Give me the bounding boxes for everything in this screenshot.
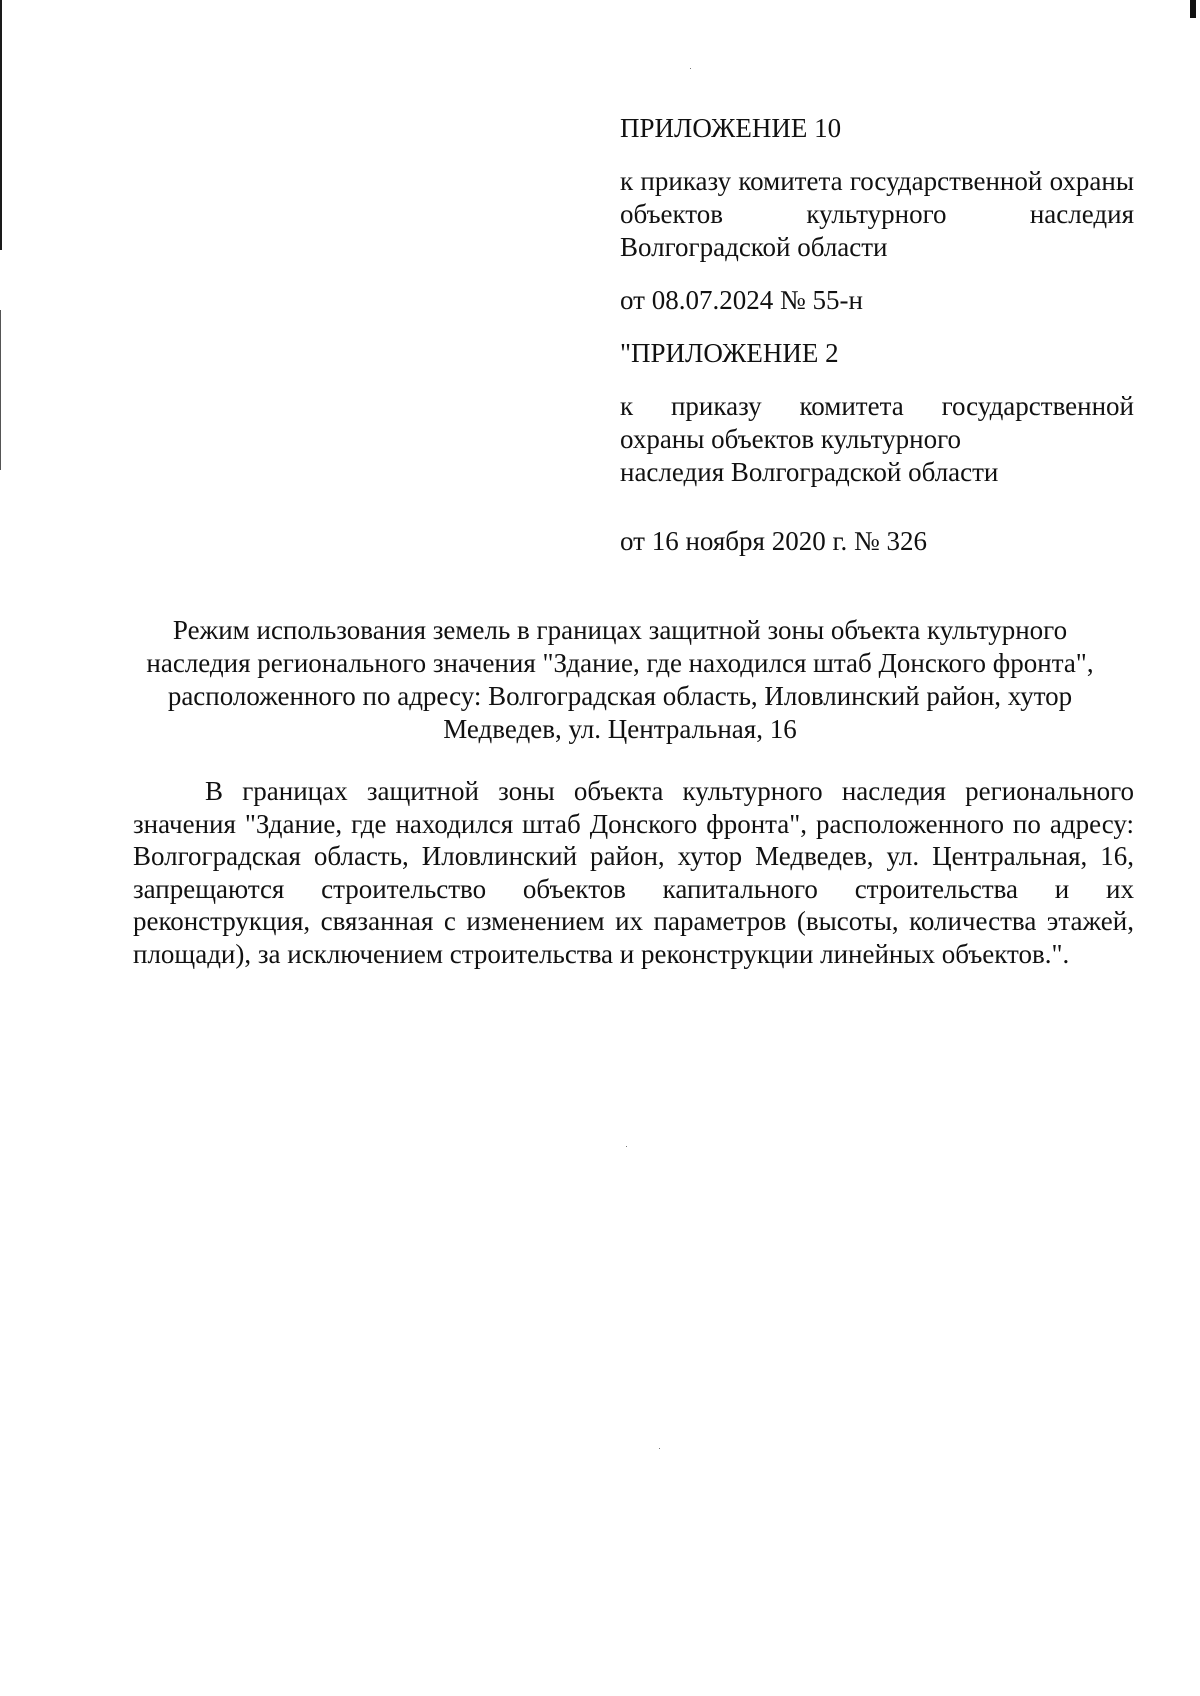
scan-speck	[626, 1146, 627, 1147]
previous-annex-reference-line: к приказу комитета государственной	[620, 391, 1134, 421]
scan-speck	[659, 1448, 660, 1449]
scan-edge-mark	[0, 0, 2, 250]
scan-edge-mark	[0, 310, 1, 470]
previous-annex-date: от 16 ноября 2020 г. № 326	[620, 526, 927, 556]
scan-speck	[690, 68, 691, 69]
previous-annex-reference-line: наследия Волгоградской области	[620, 457, 999, 487]
scan-corner-mark	[1190, 0, 1196, 18]
previous-annex-reference-line: охраны объектов культурного	[620, 424, 961, 454]
document-heading: Режим использования земель в границах защитной зоны объекта культурного наследия регионального значения "Здание, где находился штаб Донского фронта", расположенного по адресу: Волгоградская область, Иловлинский район, хутор Медведев, ул. Центральная, 16	[146, 615, 1094, 744]
document-body-paragraph: В границах защитной зоны объекта культурного наследия регионального значения "Здание, где находился штаб Донского фронта", расположенного по адресу: Волгоградская область, Иловлинский район, хутор Медведев, ул. Центральная, 16, запрещаются строительство объектов капитального строительства и их реконструкция, связанная с изменением их параметров (высоты, количества этажей, площади), за исключением строительства и реконструкции линейных объектов.".	[133, 776, 1134, 969]
annex-order-reference: к приказу комитета государственной охраны объектов культурного наследия Волгоградской области	[620, 166, 1134, 262]
annex-header	[620, 112, 1134, 558]
previous-annex-title: "ПРИЛОЖЕНИЕ 2	[620, 338, 839, 368]
annex-title: ПРИЛОЖЕНИЕ 10	[620, 113, 842, 143]
annex-order-date: от 08.07.2024 № 55-н	[620, 285, 863, 315]
